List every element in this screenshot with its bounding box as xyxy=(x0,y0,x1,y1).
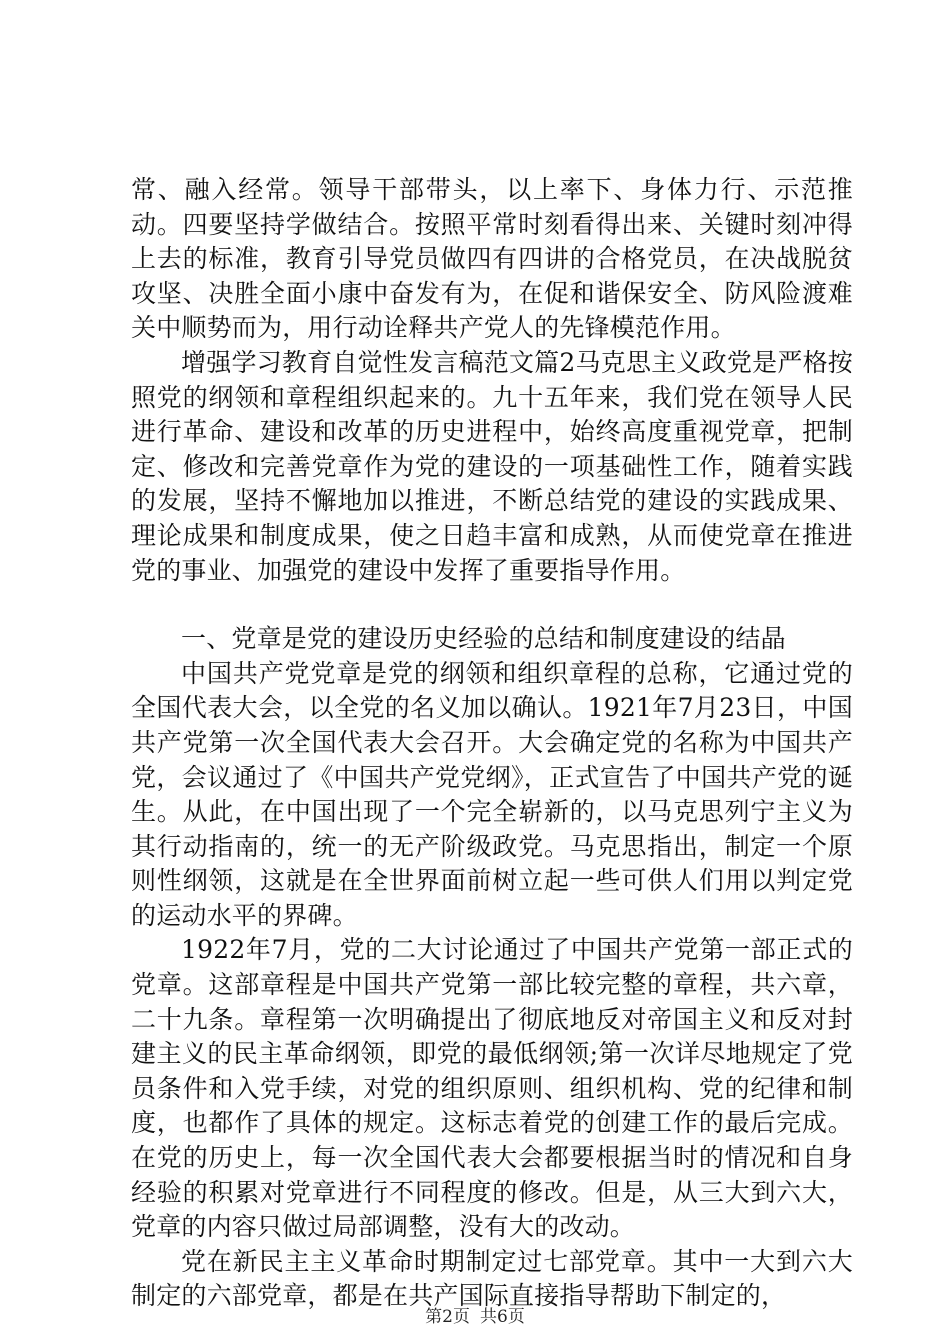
paragraph-1922-constitution: 1922年7月，党的二大讨论通过了中国共产党第一部正式的党章。这部章程是中国共产党第一部比较完整的章程，共六章，二十九条。章程第一次明确提出了彻底地反对帝国主义和反对封建主义的民主革命纲领，即党的最低纲领;第一次详尽地规定了党员条件和入党手续，对党的组织原则、组织机构、党的纪律和制度，也都作了具体的规定。这标志着党的创建工作的最后完成。在党的历史上，每一次全国代表大会都要根据当时的情况和自身经验的积累对党章进行不同程度的修改。但是，从三大到六大，党章的内容只做过局部调整，没有大的改动。 xyxy=(131,935,853,1242)
paragraph-speech-intro: 增强学习教育自觉性发言稿范文篇2马克思主义政党是严格按照党的纲领和章程组织起来的。九十五年来，我们党在领导人民进行革命、建设和改革的历史进程中，始终高度重视党章，把制定、修改和完善党章作为党的建设的一项基础性工作，随着实践的发展，坚持不懈地加以推进，不断总结党的建设的实践成果、理论成果和制度成果，使之日趋丰富和成熟，从而使党章在推进党的事业、加强党的建设中发挥了重要指导作用。 xyxy=(131,347,853,585)
page-footer xyxy=(0,1302,950,1327)
document-body xyxy=(131,173,853,1314)
page-total: 共6页 xyxy=(480,1307,525,1327)
paragraph-new-democratic-period: 党在新民主主义革命时期制定过七部党章。其中一大到六大制定的六部党章，都是在共产国际直接指导帮助下制定的， xyxy=(131,1246,853,1311)
section-heading: 一、党章是党的建设历史经验的总结和制度建设的结晶 xyxy=(181,624,786,654)
page-number: 第2页 xyxy=(425,1307,470,1327)
paragraph-party-constitution-definition: 中国共产党党章是党的纲领和组织章程的总称，它通过党的全国代表大会，以全党的名义加以确认。1921年7月23日，中国共产党第一次全国代表大会召开。大会确定党的名称为中国共产党，会议通过了《中国共产党党纲》，正式宣告了中国共产党的诞生。从此，在中国出现了一个完全崭新的，以马克思列宁主义为其行动指南的，统一的无产阶级政党。马克思指出，制定一个原则性纲领，这就是在全世界面前树立起一些可供人们用以判定党的运动水平的界碑。 xyxy=(131,658,853,930)
paragraph-continuation: 常、融入经常。领导干部带头，以上率下、身体力行、示范推动。四要坚持学做结合。按照平常时刻看得出来、关键时刻冲得上去的标准，教育引导党员做四有四讲的合格党员，在决战脱贫攻坚、决胜全面小康中奋发有为，在促和谐保安全、防风险渡难关中顺势而为，用行动诠释共产党人的先锋模范作用。 xyxy=(131,175,853,343)
paragraph-spacer xyxy=(131,588,853,622)
